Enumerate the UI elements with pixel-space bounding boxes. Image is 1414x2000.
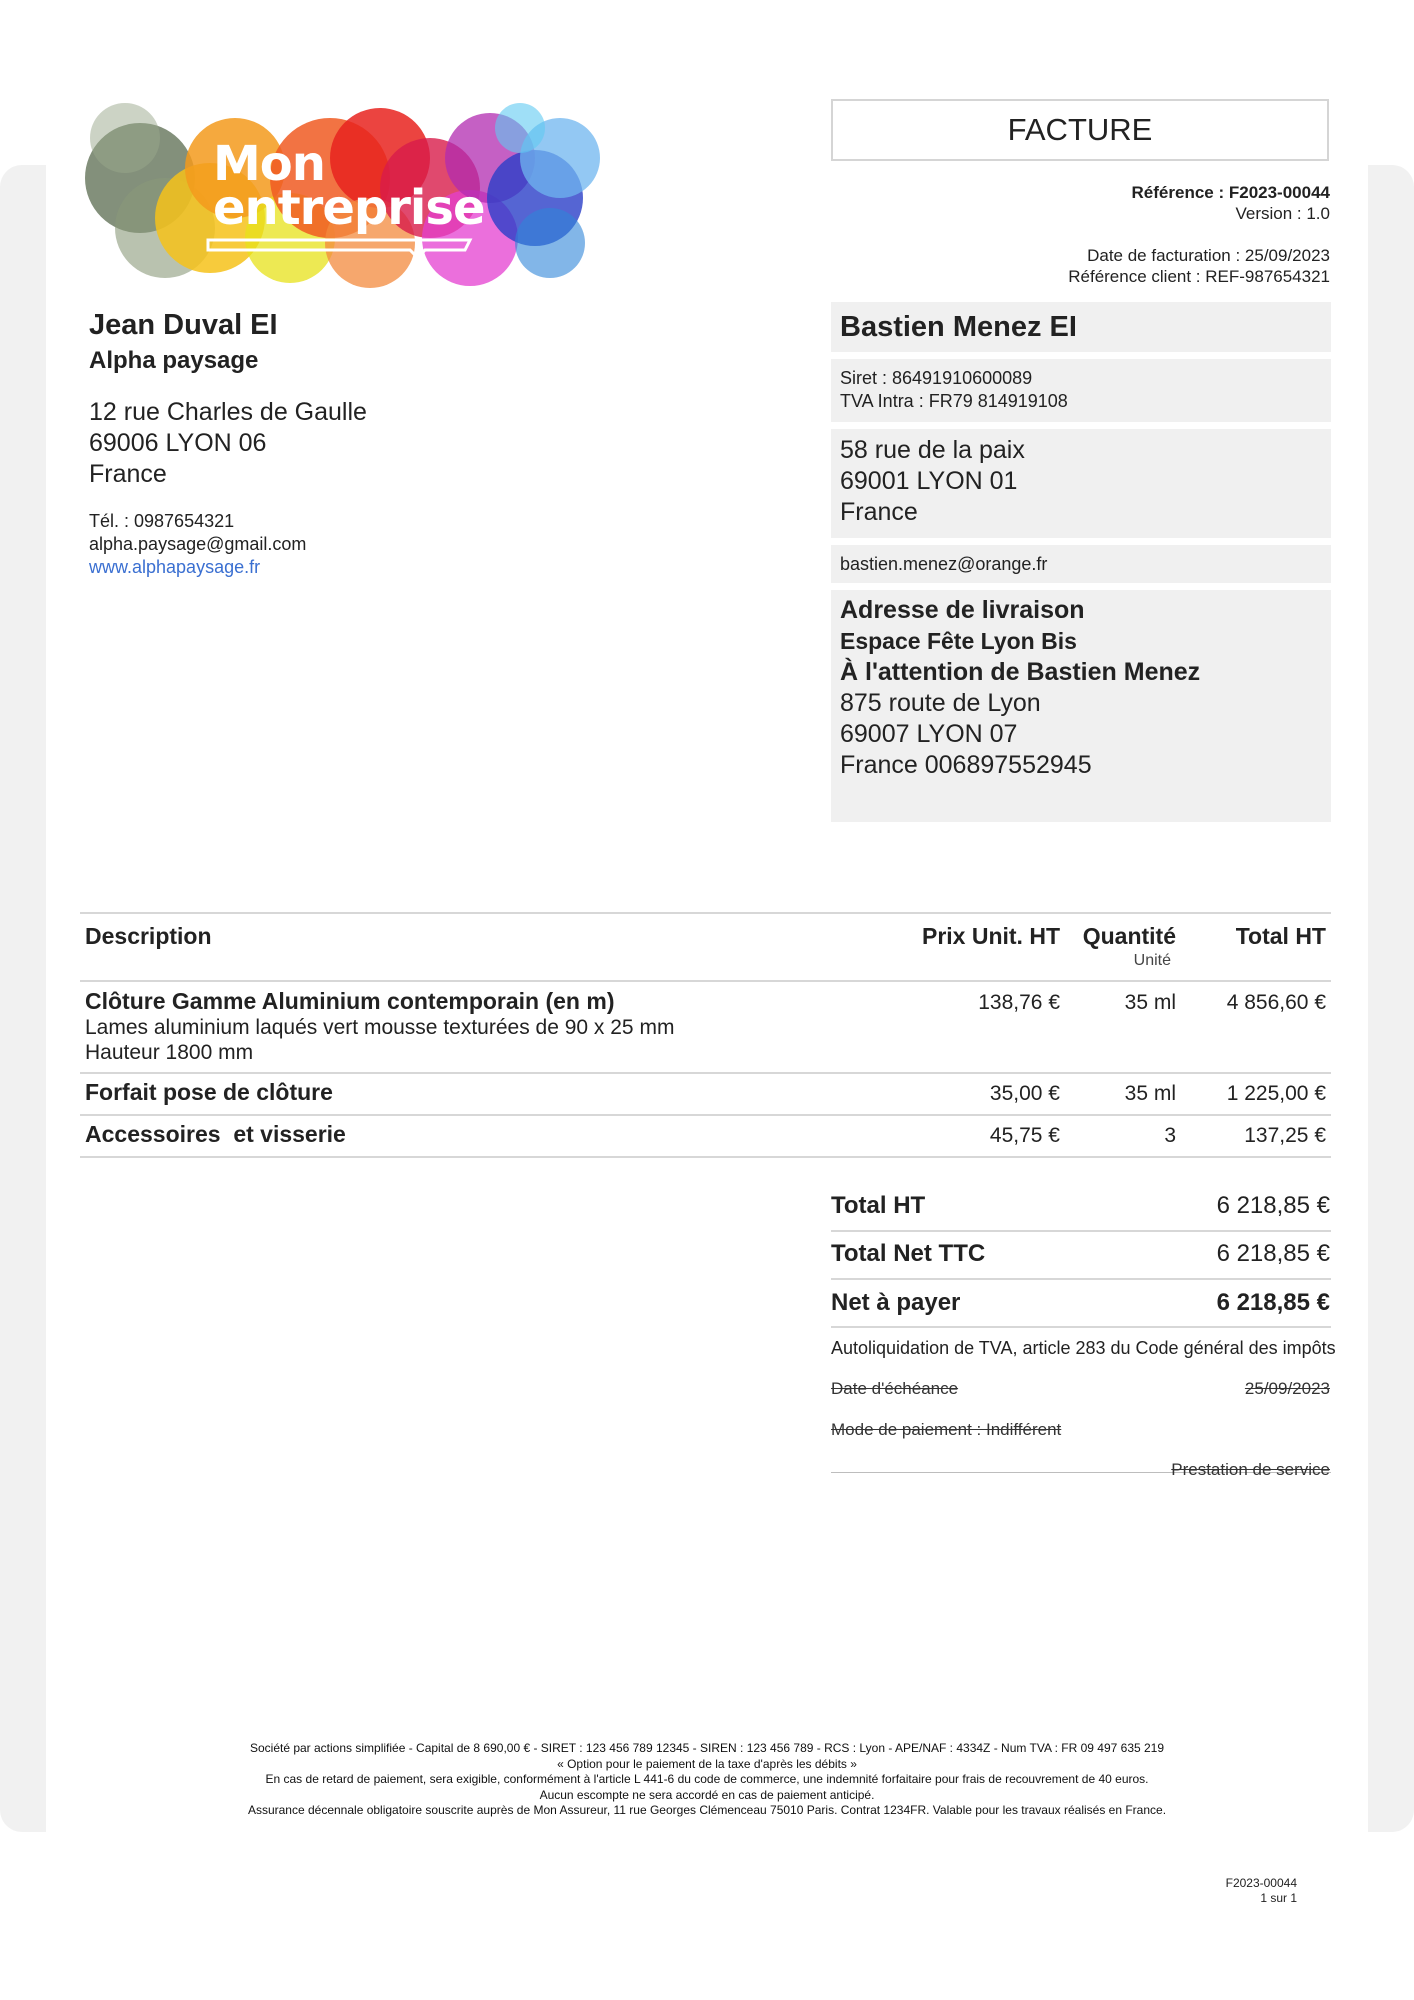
seller-contact	[89, 510, 306, 579]
row-divider	[80, 1072, 1331, 1074]
seller-phone: Tél. : 0987654321	[89, 511, 235, 531]
row-title: Clôture Gamme Aluminium contemporain (en m)	[85, 988, 615, 1014]
column-header-quantity: Quantité	[1082, 923, 1176, 949]
row-title: Accessoires et visserie	[85, 1121, 346, 1147]
seller-website-link[interactable]: www.alphapaysage.fr	[89, 557, 261, 577]
table-top-border	[80, 912, 1331, 914]
delivery-line: France 006897552945	[840, 751, 1092, 779]
client-address	[831, 429, 1331, 538]
date-block	[1068, 245, 1330, 287]
total-ttc-value: 6 218,85 €	[1216, 1240, 1330, 1267]
row-total: 4 856,60 €	[1226, 991, 1326, 1014]
row-quantity: 3	[1164, 1124, 1176, 1147]
client-address-line: 58 rue de la paix	[840, 436, 1025, 464]
row-detail: Lames aluminium laqués vert mousse texturées de 90 x 25 mm	[85, 1016, 675, 1039]
client-address-line: 69001 LYON 01	[840, 467, 1018, 495]
row-divider	[80, 1114, 1331, 1116]
logo-line-1: Mon	[213, 136, 325, 192]
seller-email[interactable]: alpha.paysage@gmail.com	[89, 534, 307, 554]
document-title: FACTURE	[831, 99, 1329, 161]
column-header-total: Total HT	[1235, 923, 1326, 949]
pager-page-number: 1 sur 1	[1260, 1891, 1297, 1905]
row-detail: Hauteur 1800 mm	[85, 1041, 254, 1064]
footer-line: Aucun escompte ne sera accordé en cas de paiement anticipé.	[539, 1787, 875, 1802]
client-siret: Siret : 86491910600089	[840, 368, 1033, 388]
table-bottom-border	[80, 1156, 1331, 1158]
totals-divider	[831, 1278, 1331, 1280]
header-divider	[80, 980, 1331, 982]
seller-address-line: 69006 LYON 06	[89, 429, 267, 457]
seller-name: Jean Duval EI	[89, 309, 278, 341]
reference-block	[1132, 182, 1330, 224]
column-header-description: Description	[85, 923, 212, 949]
footer-line: « Option pour le paiement de la taxe d'après les débits »	[557, 1756, 857, 1771]
delivery-address	[831, 590, 1331, 822]
delivery-attention: À l'attention de Bastien Menez	[840, 658, 1201, 686]
totals-divider	[831, 1326, 1331, 1328]
client-name: Bastien Menez EI	[831, 302, 1331, 352]
net-to-pay-value: 6 218,85 €	[1216, 1289, 1330, 1316]
service-type: Prestation de service	[1171, 1460, 1330, 1479]
total-ttc-label: Total Net TTC	[831, 1240, 986, 1267]
total-ht-label: Total HT	[831, 1192, 926, 1219]
client-reference: Référence client : REF-987654321	[1068, 267, 1330, 286]
due-date-value: 25/09/2023	[1244, 1379, 1330, 1398]
row-total: 1 225,00 €	[1226, 1082, 1326, 1105]
delivery-title: Adresse de livraison	[840, 596, 1085, 624]
net-to-pay-label: Net à payer	[831, 1289, 961, 1316]
document-reference: Référence : F2023-00044	[1131, 183, 1330, 202]
row-quantity: 35 ml	[1124, 1082, 1176, 1105]
row-quantity: 35 ml	[1124, 991, 1176, 1014]
row-unit-price: 35,00 €	[989, 1082, 1060, 1105]
totals-divider	[831, 1230, 1331, 1232]
company-logo	[80, 98, 620, 298]
column-header-quantity-unit: Unité	[1133, 952, 1171, 969]
row-title: Forfait pose de clôture	[85, 1079, 333, 1105]
client-email[interactable]: bastien.menez@orange.fr	[831, 545, 1331, 583]
row-unit-price: 45,75 €	[989, 1124, 1060, 1147]
total-ht-value: 6 218,85 €	[1216, 1192, 1330, 1219]
invoice-date: Date de facturation : 25/09/2023	[1087, 246, 1330, 265]
footer-line: En cas de retard de paiement, sera exigible, conformément à l'article L 441-6 du code de commerce, une indemnité forfaitaire pour frais de recouvrement de 40 euros.	[265, 1772, 1149, 1787]
footer-line: Assurance décennale obligatoire souscrite auprès de Mon Assureur, 11 rue Georges Clémenceau 75010 Paris. Contrat 1234FR. Valable pour les travaux réalisés en France.	[247, 1803, 1167, 1818]
client-tva: TVA Intra : FR79 814919108	[840, 391, 1068, 411]
footer-line: Société par actions simplifiée - Capital de 8 690,00 € - SIRET : 123 456 789 12345 - SIREN : 123 456 789 - RCS : Lyon - APE/NAF : 4334Z - Num TVA : FR 09 497 635 219	[249, 1741, 1165, 1755]
client-address-line: France	[840, 498, 918, 526]
seller-address-line: 12 rue Charles de Gaulle	[89, 398, 367, 426]
column-header-unit-price: Prix Unit. HT	[921, 923, 1060, 949]
seller-company: Alpha paysage	[89, 347, 259, 374]
seller-address-line: France	[89, 460, 167, 488]
client-identifiers	[831, 359, 1331, 422]
logo-wordmark	[213, 136, 485, 236]
delivery-line: 875 route de Lyon	[840, 689, 1041, 717]
due-date-label: Date d'échéance	[831, 1379, 959, 1398]
row-total: 137,25 €	[1244, 1124, 1326, 1147]
legal-footer	[160, 1741, 1254, 1819]
pager-reference: F2023-00044	[1225, 1876, 1297, 1890]
delivery-place: Espace Fête Lyon Bis	[840, 628, 1077, 654]
seller-address	[89, 397, 367, 490]
logo-line-2: entreprise	[213, 180, 485, 236]
page-indicator	[1226, 1876, 1297, 1906]
row-unit-price: 138,76 €	[978, 991, 1060, 1014]
vat-note: Autoliquidation de TVA, article 283 du Code général des impôts	[831, 1338, 1336, 1358]
delivery-line: 69007 LYON 07	[840, 720, 1018, 748]
payment-mode: Mode de paiement : Indifférent	[831, 1420, 1062, 1439]
document-version: Version : 1.0	[1235, 204, 1330, 223]
